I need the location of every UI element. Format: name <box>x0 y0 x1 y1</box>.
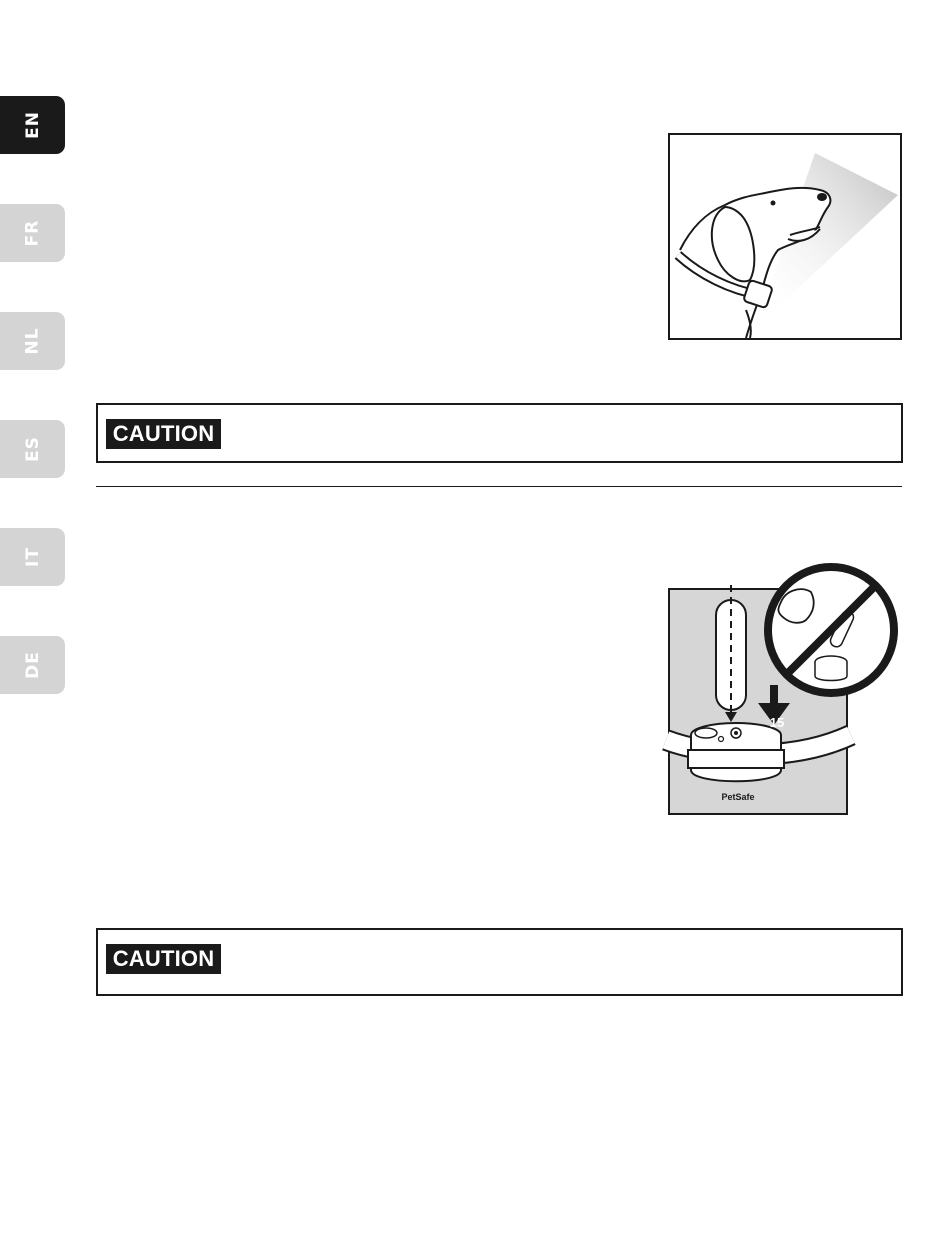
collar-brand-logo: PetSafe <box>721 792 755 802</box>
tab-fr-label: FR <box>22 219 43 247</box>
tab-nl[interactable] <box>0 312 65 370</box>
tab-fr[interactable] <box>0 204 65 262</box>
tab-de[interactable] <box>0 636 65 694</box>
refill-drawing <box>666 550 906 790</box>
dog-collar-illustration <box>668 133 902 340</box>
tab-it-label: IT <box>22 547 43 567</box>
caution-label-2: CAUTION <box>106 944 221 974</box>
caution-box-1 <box>96 403 903 463</box>
tab-en-label: EN <box>22 111 43 139</box>
tab-es-label: ES <box>22 436 43 462</box>
dog-collar-drawing <box>670 135 900 338</box>
refill-badge-number: 15 <box>769 715 785 730</box>
caution-box-2 <box>96 928 903 996</box>
caution-label-1: CAUTION <box>106 419 221 449</box>
tab-en[interactable] <box>0 96 65 154</box>
tab-nl-label: NL <box>22 327 43 355</box>
section-divider <box>96 486 902 487</box>
tab-it[interactable] <box>0 528 65 586</box>
refill-illustration <box>668 588 848 815</box>
tab-de-label: DE <box>22 651 43 679</box>
tab-es[interactable] <box>0 420 65 478</box>
